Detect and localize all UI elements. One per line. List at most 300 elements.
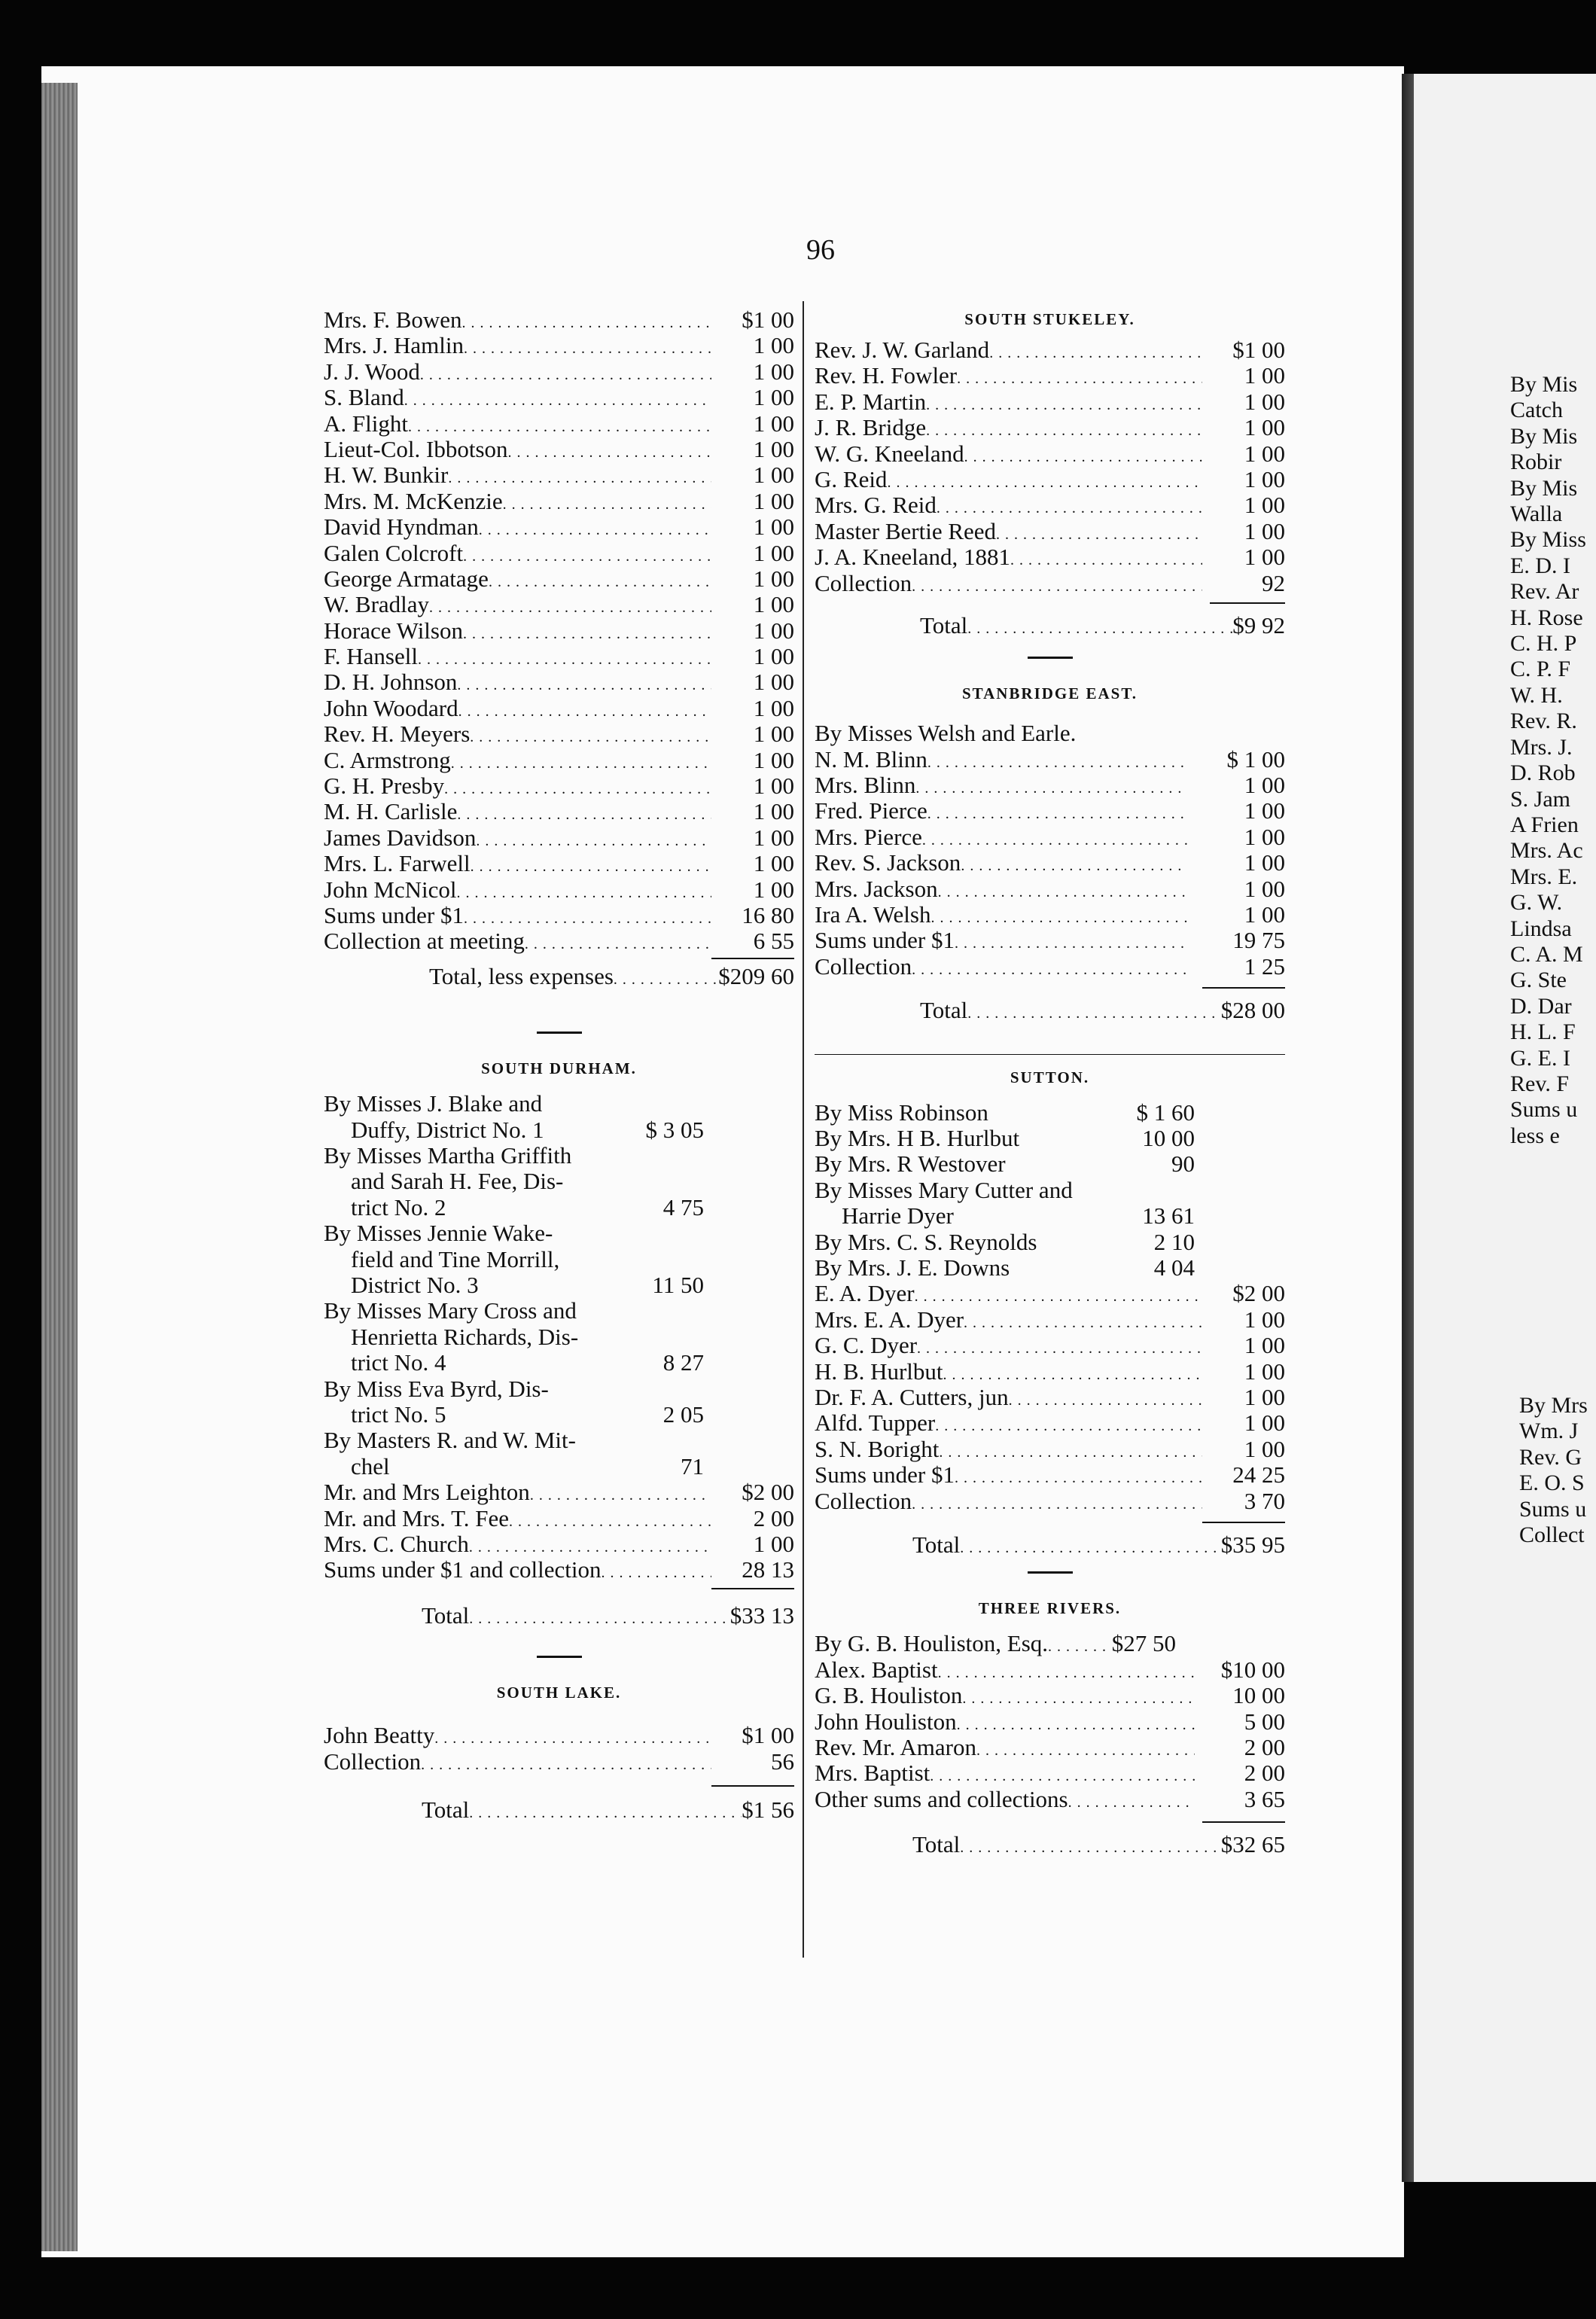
entry-name: Mr. and Mrs Leighton [324, 1479, 530, 1506]
leader-dots [926, 415, 1202, 443]
entry-amount: 1 00 [1244, 440, 1285, 467]
leader-dots [530, 1479, 711, 1508]
entry-name: Alex. Baptist [815, 1656, 938, 1683]
entry-amount: 1 00 [753, 384, 794, 411]
entry-name: James Davidson [324, 824, 477, 851]
entry-name: Mrs. G. Reid [815, 492, 937, 519]
facing-page-line: E. D. I [1510, 553, 1570, 578]
entry-amount: 90 [1171, 1150, 1195, 1178]
facing-page-line: By Mis [1510, 475, 1578, 501]
list-item [815, 1410, 1285, 1436]
entry-name: Collection at meeting [324, 928, 525, 955]
entry-amount: 4 04 [1153, 1254, 1195, 1281]
entry-name: Mrs. E. A. Dyer [815, 1306, 964, 1333]
entry-name-line: By Misses Mary Cross and [324, 1297, 577, 1324]
section-heading-sutton: SUTTON. [1010, 1068, 1090, 1086]
list-item [324, 1376, 704, 1428]
list-item [815, 850, 1285, 876]
entry-amount: 1 00 [753, 746, 794, 773]
leader-dots [996, 519, 1202, 547]
leader-dots [404, 385, 711, 413]
entry-line [324, 1091, 704, 1117]
leader-dots [939, 1437, 1202, 1465]
entry-amount: 56 [771, 1748, 794, 1775]
entry-name-line: By Mrs. J. E. Downs [815, 1254, 1010, 1281]
facing-page-line: D. Dar [1510, 993, 1572, 1019]
leader-dots [457, 799, 711, 827]
entry-amount: $ 1 60 [1136, 1099, 1195, 1126]
list-item [815, 876, 1285, 902]
page-edge-stack [41, 83, 78, 2251]
facing-page-line: G. E. I [1510, 1045, 1570, 1071]
entry-amount: 1 00 [1244, 388, 1285, 415]
entry-amount: 3 70 [1244, 1487, 1285, 1514]
list-item [324, 411, 794, 437]
leader-dots [470, 721, 711, 750]
leader-dots [912, 954, 1187, 983]
entry-last-line [324, 1272, 704, 1298]
list-item [815, 1307, 1285, 1333]
entry-amount: 1 00 [1244, 544, 1285, 571]
entry-amount: 71 [681, 1452, 704, 1479]
leader-dots [1010, 544, 1202, 573]
facing-page-line: Rev. G [1519, 1444, 1582, 1470]
leader-dots [458, 696, 711, 724]
leader-dots [927, 798, 1187, 827]
list-item [324, 541, 794, 566]
left-column [324, 307, 794, 1823]
leader-dots [429, 592, 711, 620]
list-item [324, 437, 794, 462]
leader-dots [464, 333, 711, 361]
list-item [815, 1126, 1195, 1151]
list-item [815, 928, 1285, 953]
list-item [815, 1359, 1285, 1385]
entry-name: Mrs. L. Farwell [324, 850, 471, 877]
list-item [324, 1557, 794, 1583]
list-item [815, 467, 1285, 492]
entry-amount: 2 00 [1244, 1760, 1285, 1787]
facing-page-line: By Mis [1510, 423, 1578, 449]
entry-line [815, 1178, 1195, 1203]
entry-amount: 8 27 [662, 1349, 704, 1376]
entry-amount: $2 00 [742, 1479, 794, 1506]
entry-name-line: Henrietta Richards, Dis- [351, 1323, 579, 1350]
entry-name: Sums under $1 [324, 901, 464, 928]
facing-page-line: less e [1510, 1123, 1560, 1148]
leader-dots [989, 337, 1202, 366]
facing-page-line: Walla [1510, 501, 1563, 527]
entry-amount: 1 00 [753, 539, 794, 566]
sutton-entries [815, 1281, 1285, 1514]
entry-amount: 1 00 [753, 850, 794, 877]
entry-name-line: and Sarah H. Fee, Dis- [351, 1168, 564, 1195]
entry-name: Rev. S. Jackson [815, 849, 961, 876]
entry-name: G. Reid [815, 465, 888, 492]
entry-amount: 1 00 [1244, 1358, 1285, 1385]
entry-name: J. J. Wood [324, 358, 420, 385]
list-item [815, 415, 1285, 440]
list-item [815, 772, 1285, 798]
entry-amount: 1 00 [1244, 1384, 1285, 1410]
facing-page-fragment [1414, 74, 1596, 2182]
entry-name: C. Armstrong [324, 746, 451, 773]
leader-dots [420, 359, 711, 388]
facing-page-line: Wm. J [1519, 1419, 1579, 1444]
list-item [324, 1091, 704, 1143]
leader-dots [503, 489, 711, 517]
entry-last-line [324, 1350, 704, 1376]
facing-page-line: Collect [1519, 1522, 1585, 1548]
facing-page-line: H. L. F [1510, 1019, 1576, 1045]
leader-dots [448, 462, 711, 491]
entry-name: Rev. H. Fowler [815, 362, 958, 389]
leader-dots [912, 571, 1202, 599]
facing-page-block-1 [1510, 372, 1586, 1149]
entry-amount: 1 00 [1244, 362, 1285, 389]
entry-name: Mrs. Blinn [815, 772, 916, 799]
section-heading-stanbridge-east: STANBRIDGE EAST. [961, 684, 1138, 703]
entry-amount: 4 75 [662, 1193, 704, 1220]
entry-amount: 1 00 [1244, 414, 1285, 441]
entry-name: Mrs. C. Church [324, 1531, 469, 1558]
entry-amount: 10 00 [1232, 1682, 1285, 1709]
entry-amount: 1 00 [1244, 901, 1285, 928]
section-heading-south-durham: SOUTH DURHAM. [481, 1059, 637, 1078]
entry-name: H. W. Bunkir [324, 462, 449, 489]
leader-dots [912, 1489, 1202, 1517]
facing-page-line: Rev. Ar [1510, 579, 1579, 605]
entry-amount: 1 00 [1244, 1332, 1285, 1359]
list-item [324, 462, 794, 488]
list-item [324, 1506, 794, 1531]
entry-name-line: By Miss Eva Byrd, Dis- [324, 1375, 549, 1402]
three-rivers-intro: By G. B. Houliston, Esq. . . . $27 50 [815, 1631, 1176, 1656]
entry-name: Collection [815, 1487, 912, 1514]
entry-name: J. R. Bridge [815, 414, 927, 441]
section-heading-south-stukeley: SOUTH STUKELEY. [964, 310, 1135, 328]
leader-dots [955, 1462, 1202, 1491]
list-item [324, 566, 794, 592]
entry-amount: 3 65 [1244, 1785, 1285, 1812]
entry-name-line: Harrie Dyer [842, 1202, 954, 1230]
entry-name: Mrs. Baptist [815, 1760, 930, 1787]
entry-name: Sums under $1 [815, 927, 955, 954]
facing-page-line: S. Jam [1510, 786, 1571, 812]
entry-name: Mrs. M. McKenzie [324, 487, 503, 514]
entry-name: G. B. Houliston [815, 1682, 963, 1709]
entry-name-line: District No. 3 [351, 1272, 479, 1298]
entry-amount: 1 00 [1244, 849, 1285, 876]
facing-page-line: Mrs. Ac [1510, 838, 1583, 864]
entry-name-line: By Misses Mary Cutter and [815, 1176, 1073, 1203]
stanbridge-east-total-row [815, 998, 1285, 1023]
south-stukeley-total-row [815, 613, 1285, 638]
entry-last-line [324, 1402, 704, 1428]
page-number: 96 [806, 234, 835, 266]
entry-name: W. G. Kneeland [815, 440, 964, 467]
leader-dots [957, 363, 1202, 392]
south-durham-total-label: Total [422, 1601, 470, 1629]
top-total-label: Total, less expenses [429, 962, 614, 989]
south-lake-entries [324, 1723, 794, 1775]
entry-amount: $ 3 05 [645, 1116, 704, 1143]
leader-dots [931, 902, 1188, 931]
entry-line [324, 1428, 704, 1453]
entry-name: Mrs. F. Bowen [324, 306, 462, 333]
list-item [815, 492, 1285, 518]
facing-page-line: D. Rob [1510, 760, 1576, 786]
entry-line [324, 1298, 704, 1324]
entry-amount: 19 75 [1232, 927, 1285, 954]
leader-dots [927, 747, 1187, 776]
facing-page-line: Rev. F [1510, 1071, 1570, 1096]
entry-amount: 1 00 [753, 487, 794, 514]
entry-line [324, 1143, 704, 1169]
entry-name: George Armatage [324, 565, 489, 592]
leader-dots [444, 773, 711, 802]
entry-name: Sums under $1 and collection [324, 1556, 602, 1583]
entry-line [324, 1220, 704, 1246]
section-heading-three-rivers: THREE RIVERS. [978, 1599, 1122, 1618]
facing-page-line: C. H. P [1510, 631, 1577, 657]
three-rivers-total-label: Total [912, 1831, 961, 1858]
section-dash [1028, 1571, 1073, 1574]
list-item [324, 1723, 794, 1748]
entry-name: G. C. Dyer [815, 1332, 918, 1359]
list-item [324, 618, 794, 644]
list-item [815, 747, 1285, 772]
entry-amount: 1 00 [1244, 797, 1285, 824]
entry-name: M. H. Carlisle [324, 798, 458, 825]
entry-amount: 1 00 [1244, 465, 1285, 492]
entry-name: Rev. J. W. Garland [815, 337, 990, 363]
entry-amount: $1 00 [742, 306, 794, 333]
entry-amount: $1 00 [742, 1722, 794, 1749]
leader-dots [922, 824, 1187, 853]
list-item [815, 1489, 1285, 1514]
list-item [815, 1760, 1285, 1786]
list-item [324, 825, 794, 851]
entry-amount: 1 00 [1244, 1435, 1285, 1462]
facing-page-line: Lindsa [1510, 916, 1572, 941]
leader-dots [476, 825, 711, 854]
sutton-total-label: Total [912, 1531, 961, 1558]
entry-name: Alfd. Tupper [815, 1409, 936, 1437]
total-rule [1202, 1821, 1285, 1823]
facing-page-line: G. W. [1510, 890, 1563, 916]
south-lake-total-row [324, 1797, 794, 1823]
list-item [815, 1735, 1285, 1760]
south-stukeley-total-amount: $9 92 [1232, 611, 1285, 638]
entry-name-line: Duffy, District No. 1 [351, 1116, 544, 1143]
entry-name-line: chel [351, 1452, 390, 1479]
entry-name: Sums under $1 [815, 1461, 955, 1489]
entry-last-line [815, 1151, 1195, 1177]
entry-amount: 1 00 [1244, 1306, 1285, 1333]
facing-page-line: Robir [1510, 449, 1562, 475]
entry-name: G. H. Presby [324, 772, 445, 800]
entry-name: Fred. Pierce [815, 797, 927, 824]
entry-name: Mr. and Mrs. T. Fee [324, 1504, 509, 1531]
entry-amount: 1 00 [753, 462, 794, 489]
south-durham-by-list [324, 1091, 794, 1479]
entry-name-line: By Mrs. C. S. Reynolds [815, 1228, 1037, 1255]
leader-dots [887, 467, 1202, 495]
entry-name: Rev. H. Meyers [324, 721, 471, 748]
entry-name: Collection [815, 569, 912, 596]
facing-page-line: G. Ste [1510, 968, 1567, 993]
leader-dots [451, 748, 711, 776]
leader-dots [915, 1281, 1202, 1309]
entry-amount: 1 00 [1244, 517, 1285, 544]
entry-amount: 2 00 [753, 1504, 794, 1531]
entry-amount: 1 25 [1244, 952, 1285, 980]
leader-dots [964, 441, 1202, 470]
entry-amount: 11 50 [652, 1272, 704, 1298]
list-item [324, 1428, 704, 1479]
entry-amount: $10 00 [1220, 1656, 1285, 1683]
list-item [324, 851, 794, 876]
leader-dots [464, 903, 711, 931]
entry-amount: 1 00 [753, 772, 794, 800]
facing-page-line: Sums u [1519, 1496, 1587, 1522]
list-item [324, 333, 794, 358]
entry-name-line: trict No. 2 [351, 1193, 446, 1220]
entry-amount: 2 05 [662, 1401, 704, 1428]
entry-line [324, 1169, 704, 1194]
list-item [324, 1143, 704, 1220]
entry-amount: 1 00 [753, 798, 794, 825]
leader-dots [508, 437, 711, 465]
entry-name: W. Bradlay [324, 591, 430, 618]
list-item [324, 592, 794, 617]
entry-amount: 10 00 [1142, 1125, 1195, 1151]
entry-name: Horace Wilson [324, 617, 463, 644]
entry-amount: 1 00 [753, 824, 794, 851]
list-item [815, 544, 1285, 570]
leader-dots [489, 566, 711, 595]
facing-page-line: E. O. S [1519, 1470, 1585, 1496]
stanbridge-east-total-amount: $28 00 [1220, 997, 1285, 1024]
entry-name: Ira A. Welsh [815, 901, 931, 928]
entry-name: Master Bertie Reed [815, 517, 997, 544]
leader-dots [964, 1307, 1202, 1336]
leader-dots [917, 1333, 1202, 1361]
list-item [324, 696, 794, 721]
facing-page-block-2 [1519, 1393, 1588, 1548]
facing-page-line: By Mrs [1519, 1393, 1588, 1418]
leader-dots [457, 669, 711, 698]
entry-amount: 2 00 [1244, 1733, 1285, 1760]
facing-page-line: A Frien [1510, 812, 1579, 837]
entry-name: Galen Colcroft [324, 539, 464, 566]
list-item [815, 1462, 1285, 1488]
entry-amount: 1 00 [753, 435, 794, 462]
right-column [815, 304, 1285, 1857]
entry-amount: 1 00 [753, 513, 794, 541]
leader-dots [463, 618, 711, 647]
facing-page-line: W. H. [1510, 682, 1563, 708]
list-item [324, 307, 794, 333]
facing-page-line: By Miss [1510, 527, 1586, 553]
entry-name: S. Bland [324, 384, 404, 411]
three-rivers-entries [815, 1657, 1285, 1812]
entry-amount: 1 00 [753, 565, 794, 592]
total-rule [711, 1588, 794, 1589]
entry-last-line [815, 1126, 1195, 1151]
entry-amount: 1 00 [753, 410, 794, 437]
leader-dots [957, 1709, 1195, 1738]
stanbridge-east-total-label: Total [920, 997, 968, 1024]
entry-amount: 1 00 [1244, 772, 1285, 799]
leader-dots [418, 644, 711, 672]
leader-dots [509, 1506, 711, 1534]
list-item [324, 773, 794, 799]
entry-line [324, 1376, 704, 1402]
entry-name-line: By Misses Martha Griffith [324, 1141, 572, 1169]
list-item [324, 748, 794, 773]
total-rule [1202, 987, 1285, 989]
leader-dots [976, 1735, 1195, 1763]
list-item [815, 1683, 1285, 1708]
top-entries-list [324, 307, 794, 955]
list-item [815, 1100, 1195, 1126]
entry-name: A. Flight [324, 410, 408, 437]
list-item [815, 363, 1285, 389]
leader-dots [915, 772, 1187, 801]
facing-page-line: Mrs. J. [1510, 734, 1573, 760]
leader-dots [457, 877, 711, 906]
leader-dots [525, 928, 711, 957]
leader-dots [421, 1749, 711, 1778]
entry-amount: $2 00 [1232, 1280, 1285, 1307]
list-item [815, 1657, 1285, 1683]
entry-name: D. H. Johnson [324, 669, 458, 696]
entry-last-line [324, 1454, 704, 1479]
entry-amount: 1 00 [753, 591, 794, 618]
entry-amount: 1 00 [753, 669, 794, 696]
entry-amount: 1 00 [753, 1531, 794, 1558]
list-item [815, 824, 1285, 850]
list-item [324, 721, 794, 747]
list-item [324, 799, 794, 824]
south-lake-total-amount: $1 56 [742, 1796, 794, 1823]
entry-name-line: By Mrs. R Westover [815, 1150, 1006, 1178]
total-rule [1202, 1522, 1285, 1523]
entry-name: F. Hansell [324, 643, 418, 670]
leader-dots [943, 1359, 1203, 1388]
section-dash [537, 1656, 582, 1658]
entry-name: Rev. Mr. Amaron [815, 1733, 976, 1760]
entry-name: Lieut-Col. Ibbotson [324, 435, 508, 462]
facing-page-line: Mrs. E. [1510, 864, 1578, 889]
entry-amount: 1 00 [753, 694, 794, 721]
entry-name: E. P. Martin [815, 388, 927, 415]
leader-dots [471, 851, 711, 879]
list-item [815, 798, 1285, 824]
entry-line [324, 1324, 704, 1350]
entry-name: Mrs. J. Hamlin [324, 332, 464, 359]
list-item [324, 1531, 794, 1557]
list-item [324, 489, 794, 514]
list-item [815, 389, 1285, 415]
leader-dots [935, 1410, 1202, 1439]
facing-page-line: Rev. R. [1510, 708, 1577, 734]
entry-amount: 1 00 [753, 617, 794, 644]
south-durham-total-row [324, 1603, 794, 1629]
entry-name: John Woodard [324, 694, 458, 721]
